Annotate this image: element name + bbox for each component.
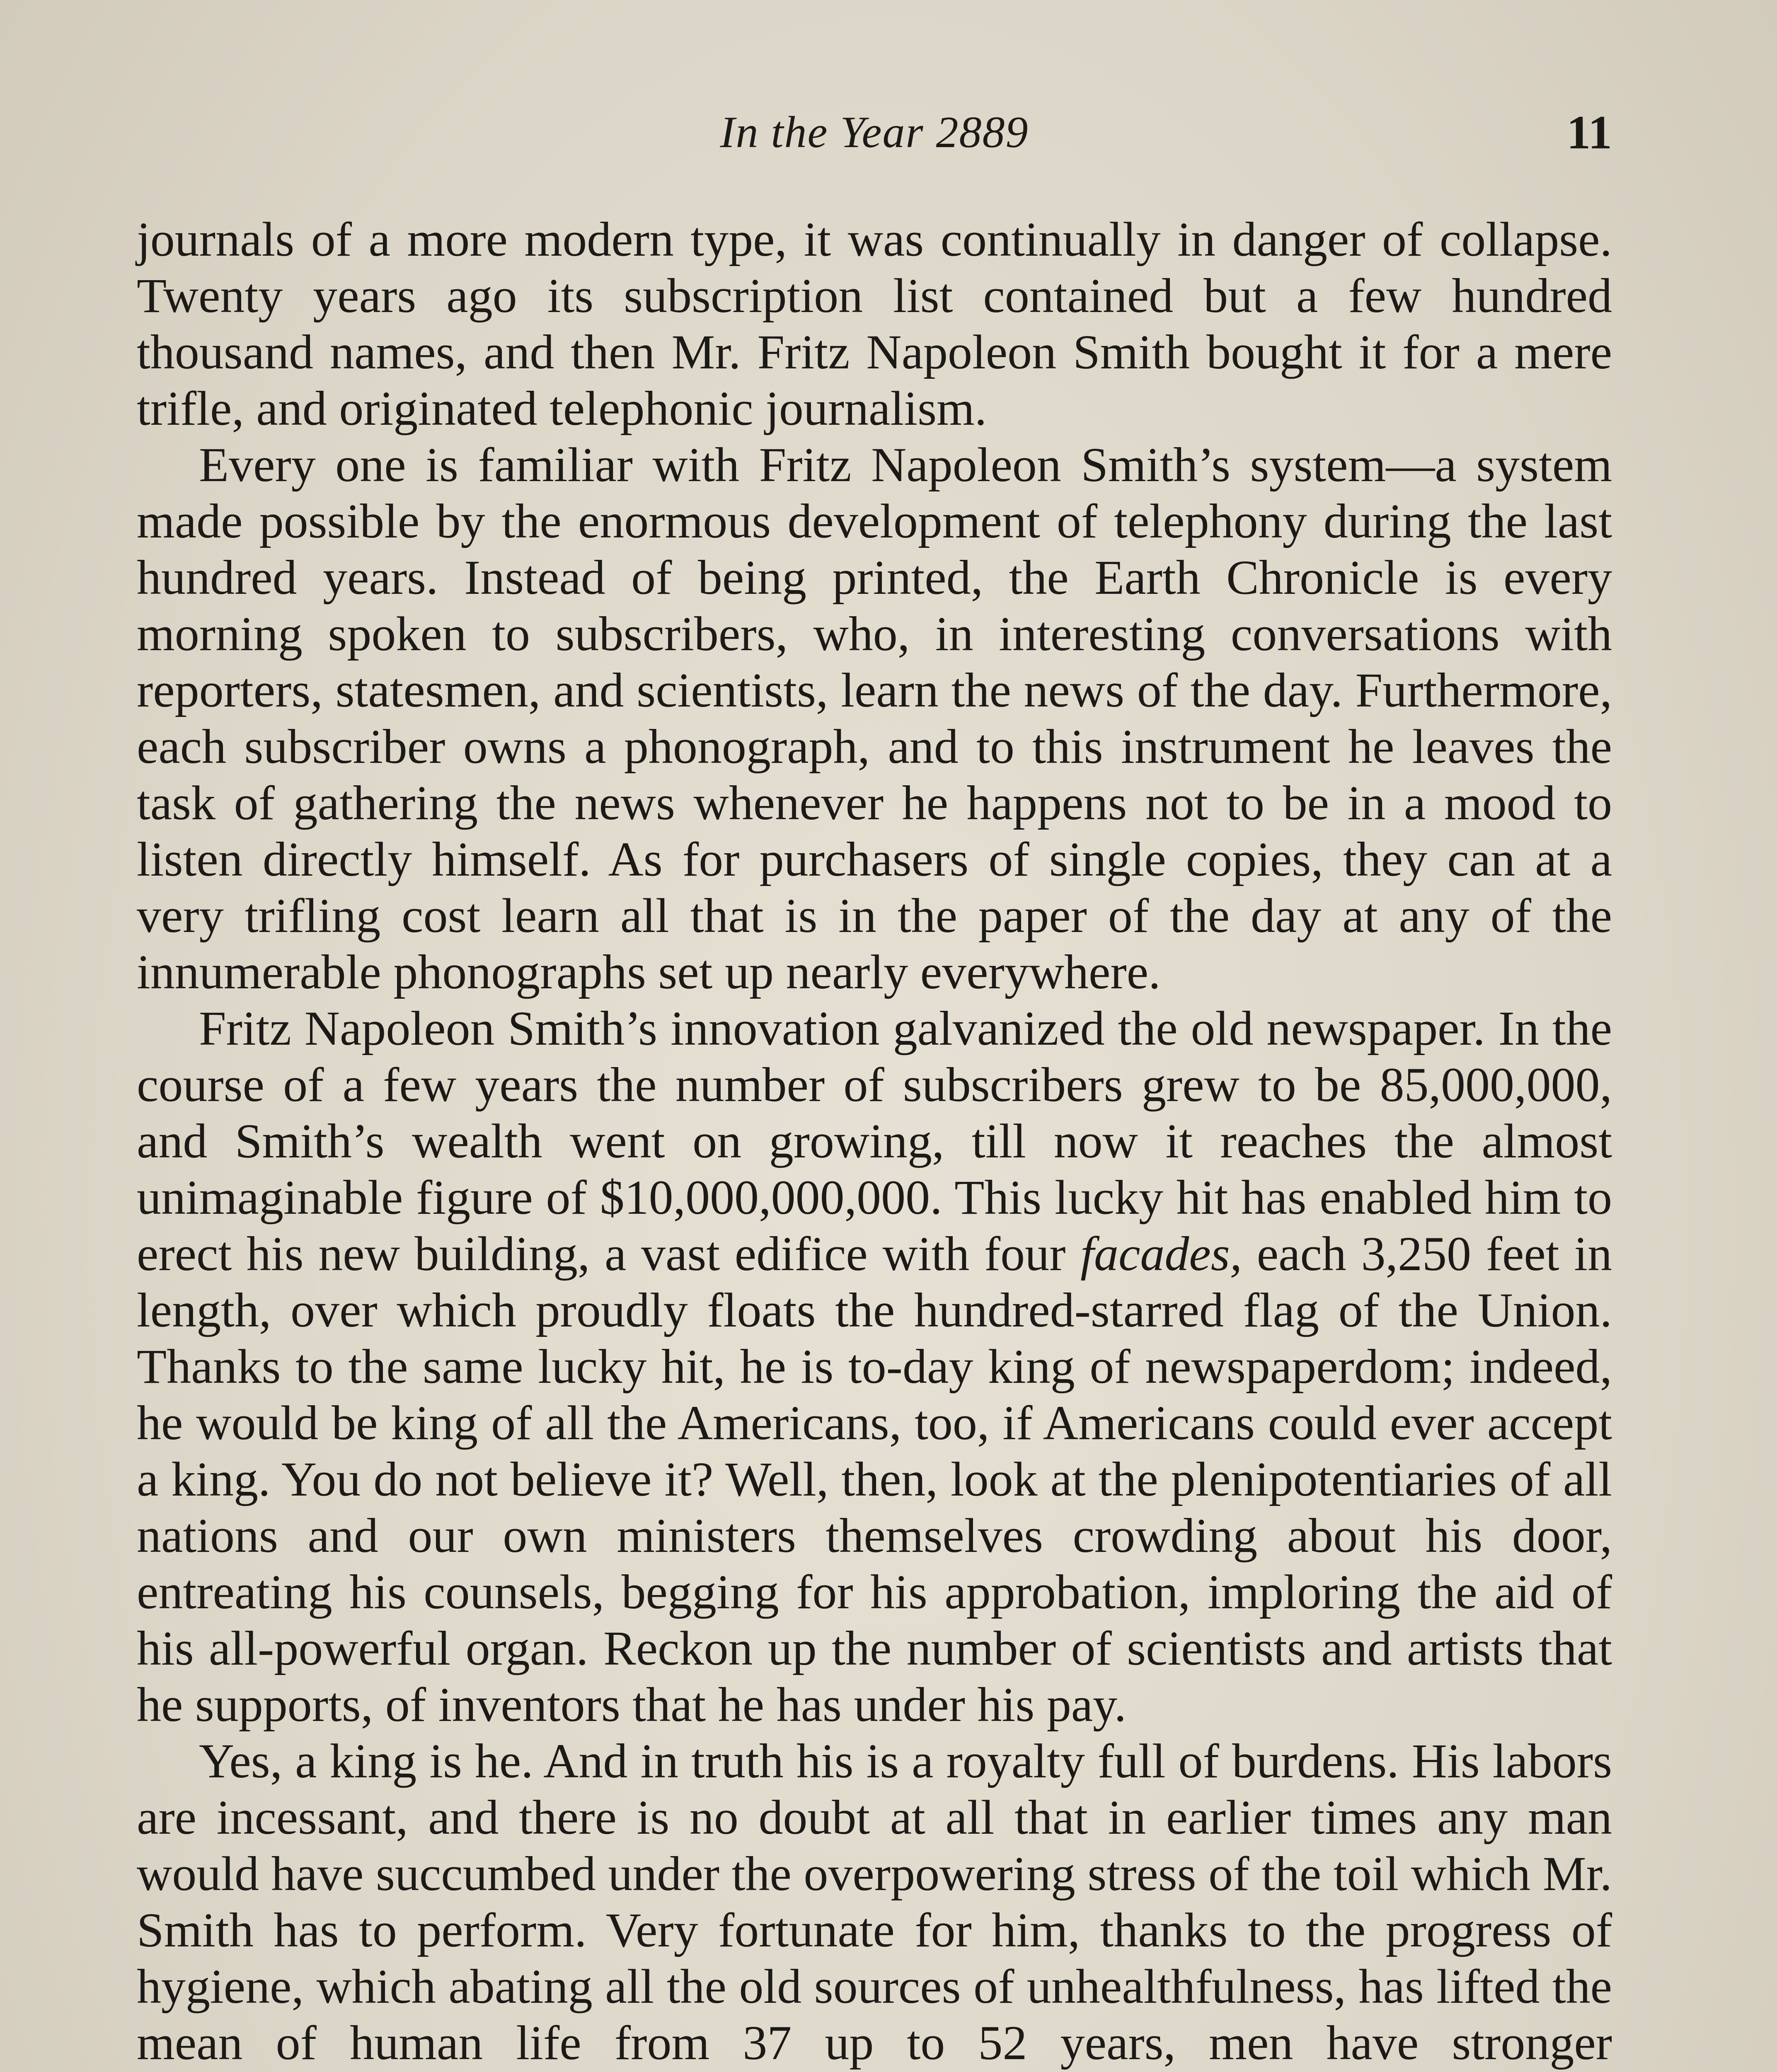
paragraph-3-part-1: Fritz Napoleon Smith’s innovation galvanized the old newspaper. In the course of a few years the number of subscribers grew to be 85,000,000, and Smith’s wealth went on growing, till now it reaches the almost unimaginable figure of $10,000,000,000. This lucky hit has enabled him to erect his new building, a vast edifice with four xyxy=(137,1001,1612,1281)
page-number: 11 xyxy=(1566,106,1612,159)
body-text xyxy=(137,211,1612,2072)
paragraph-1: journals of a more modern type, it was continually in danger of collapse. Twenty years ago its subscription list contained but a few hundred thousand names, and then Mr. Fritz Napoleon Smith bought it for a mere trifle, and originated telephonic journalism. xyxy=(137,212,1612,436)
paragraph-2: Every one is familiar with Fritz Napoleon Smith’s system—a system made possible by the enormous development of telephony during the last hundred years. Instead of being printed, the Earth Chronicle is every morning spoken to subscribers, who, in interesting conversations with reporters, statesmen, and scientists, learn the news of the day. Furthermore, each subscriber owns a phonograph, and to this instrument he leaves the task of gathering the news whenever he happens not to be in a mood to listen directly himself. As for purchasers of single copies, they can at a very trifling cost learn all that is in the paper of the day at any of the innumerable phonographs set up nearly everywhere. xyxy=(137,438,1612,999)
italic-word-facades: facades, xyxy=(1080,1227,1242,1281)
paragraph-4: Yes, a king is he. And in truth his is a royalty full of burdens. His labors are incessant, and there is no doubt at all that in earlier times any man would have succumbed under the overpowering stress of the toil which Mr. Smith has to perform. Very fortunate for him, thanks to the progress of hygiene, which abating all the old sources of unhealthfulness, has lifted the mean of human life from 37 up to 52 years, men have stronger xyxy=(137,1734,1612,2070)
running-head xyxy=(137,95,1612,170)
paragraph-3-part-2: each 3,250 feet in length, over which proudly floats the hundred-starred flag of the Union. Thanks to the same lucky hit, he is to-day king of newspaperdom; indeed, he would be king of all the Americans, too, if Americans could ever accept a king. You do not believe it? Well, then, look at the plenipotentiaries of all nations and our own ministers themselves crowding about his door, entreating his counsels, begging for his approbation, imploring the aid of his all-powerful organ. Reckon up the number of scientists and artists that he supports, of inventors that he has under his pay. xyxy=(137,1227,1612,1732)
running-title: In the Year 2889 xyxy=(720,108,1029,157)
paragraph-3 xyxy=(137,1000,1612,1733)
